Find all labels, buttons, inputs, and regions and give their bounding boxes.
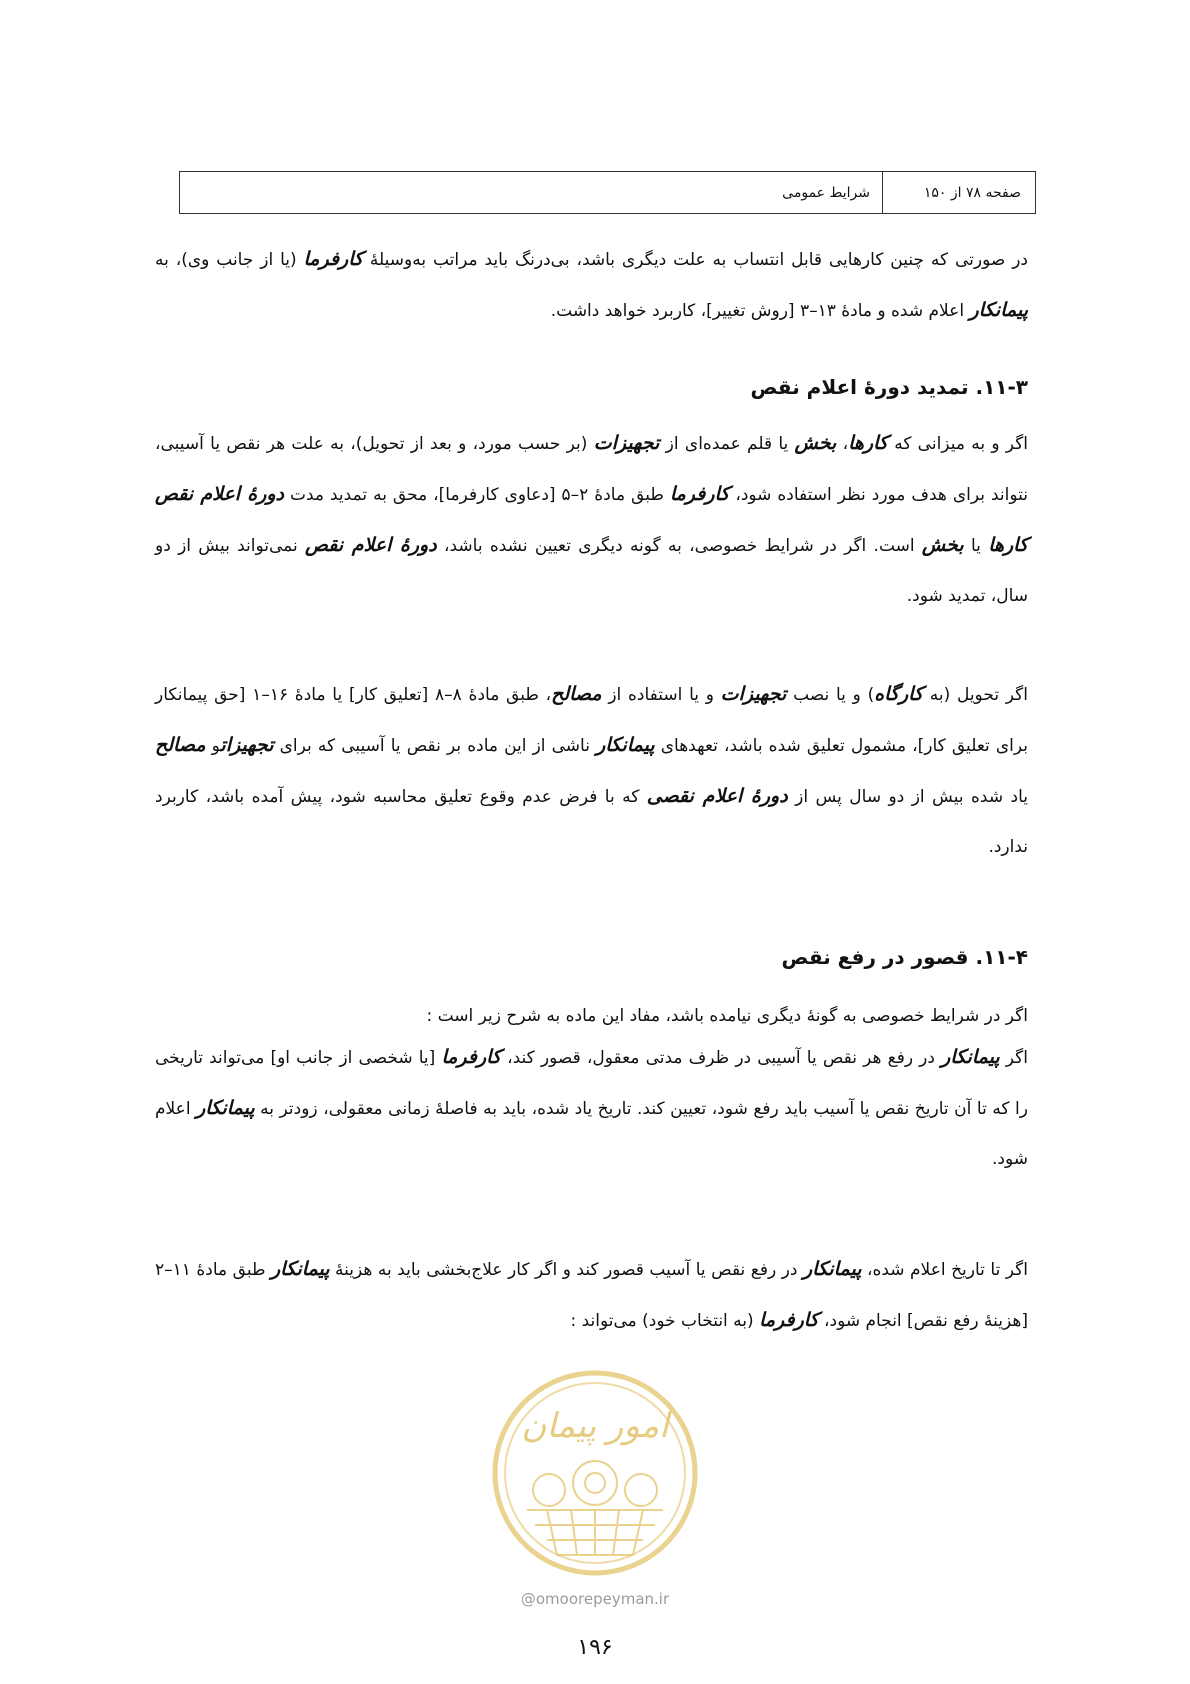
term: تجهیزات (220, 734, 274, 756)
text: ، طبق مادهٔ ۸–۸ [تعلیق کار] یا مادهٔ ۱۶–۱ [حق پیمانکار برای تعلیق کار]، مشمول تعلیق شده باشد، تعهدهای (155, 685, 1028, 756)
term: پیمانکار (802, 1258, 862, 1280)
text: که با فرض عدم وقوع تعلیق محاسبه شود، پیش آمده باشد، کاربرد ندارد. (155, 787, 1028, 857)
text: و (205, 736, 221, 756)
term: پیمانکار (596, 734, 655, 756)
text: [یا شخصی از جانب او] می‌تواند تاریخی را که تا آن تاریخ نقص یا آسیب باید رفع شود، تعیین کند. تاریخ یاد شده، باید به فاصلهٔ زمانی معقولی، زودتر به (155, 1048, 1028, 1119)
section-heading-11-3: ۱۱-۳. تمدید دورهٔ اعلام نقص (750, 375, 1028, 399)
text: ) و یا نصب (786, 685, 875, 705)
term: دورهٔ اعلام نقص (305, 534, 437, 556)
text: است. اگر در شرایط خصوصی، به گونه دیگری تعیین نشده باشد، (436, 536, 922, 556)
text: اعلام شود. (155, 1099, 1028, 1169)
text: (یا از جانب وی)، به (155, 250, 304, 270)
text: یاد شده بیش از دو سال پس از (787, 787, 1028, 807)
intro-text: اگر در شرایط خصوصی به گونهٔ دیگری نیامده باشد، مفاد این ماده به شرح زیر است : (426, 1006, 1028, 1026)
text: ناشی از این ماده بر نقص یا آسیبی که برای (273, 736, 597, 756)
text: ، (836, 434, 849, 454)
term: کارگاه (874, 683, 924, 705)
text: نمی‌تواند بیش از دو سال، تمدید شود. (155, 536, 1028, 606)
paragraph-5 (155, 1244, 1028, 1346)
page-counter: صفحه ۷۸ از ۱۵۰ (882, 172, 1035, 213)
paragraph-4-intro (155, 996, 1028, 1036)
text: اگر تحویل (به (923, 685, 1028, 705)
paragraph-4 (155, 1032, 1028, 1184)
watermark-logo-text: امور پیمان (521, 1406, 669, 1446)
term: مصالح (155, 734, 206, 756)
watermark-site: @omoorepeyman.ir (520, 1590, 670, 1608)
section-title: شرایط عمومی (782, 184, 870, 201)
term: کارها (848, 432, 888, 454)
text: طبق مادهٔ ۲–۵ [دعاوی کارفرما]، محق به تمدید مدت (284, 485, 670, 505)
term: پیمانکار (969, 299, 1028, 321)
text: اعلام شده و مادهٔ ۱۳–۳ [روش تغییر]، کاربرد خواهد داشت. (550, 301, 970, 321)
text: اگر تا تاریخ اعلام شده، (861, 1260, 1028, 1280)
watermark-logo (487, 1365, 704, 1580)
term: پیمانکار (271, 1258, 330, 1280)
page-number: ۱۹۶ (577, 1635, 613, 1660)
text: و یا استفاده از (601, 685, 721, 705)
term: مصالح (551, 683, 602, 705)
page-header (179, 171, 1036, 214)
text: در رفع هر نقص یا آسیبی در ظرف مدتی معقول، قصور کند، (501, 1048, 942, 1068)
text: (بر حسب مورد، و بعد از تحویل)، به علت هر نقص یا آسیبی، نتواند برای هدف مورد نظر استفاده شود، (155, 434, 1028, 505)
term: کارفرما (669, 483, 730, 505)
text: یا قلم عمده‌ای از (659, 434, 795, 454)
term: دورهٔ اعلام نقصی (646, 785, 788, 807)
term: کارفرما (303, 248, 364, 270)
term: تجهیزات (593, 432, 660, 454)
term: کارفرما (441, 1046, 501, 1068)
text: یا (963, 536, 989, 556)
text: در رفع نقص یا آسیب قصور کند و اگر کار علاج‌بخشی باید به هزینهٔ (329, 1260, 803, 1280)
term: تجهیزات (720, 683, 787, 705)
term: پیمانکار (196, 1097, 255, 1119)
term: کارفرما (759, 1309, 819, 1331)
paragraph-2 (155, 418, 1028, 621)
term: دورهٔ اعلام نقص کارها (155, 483, 1029, 556)
term: بخش (794, 432, 837, 454)
paragraph-3 (155, 669, 1028, 872)
text: طبق مادهٔ ۱۱–۲ [هزینهٔ رفع نقص] انجام شود، (155, 1260, 1028, 1331)
term: پیمانکار (941, 1046, 1000, 1068)
text: در صورتی که چنین کارهایی قابل انتساب به علت دیگری باشد، بی‌درنگ باید مراتب به‌وسیلهٔ (363, 250, 1028, 270)
term: بخش (921, 534, 964, 556)
text: اگر (999, 1048, 1028, 1068)
text: اگر و به میزانی که (887, 434, 1029, 454)
paragraph-1 (155, 234, 1028, 336)
text: (به انتخاب خود) می‌تواند : (570, 1311, 760, 1331)
section-heading-11-4: ۱۱-۴. قصور در رفع نقص (781, 945, 1028, 969)
